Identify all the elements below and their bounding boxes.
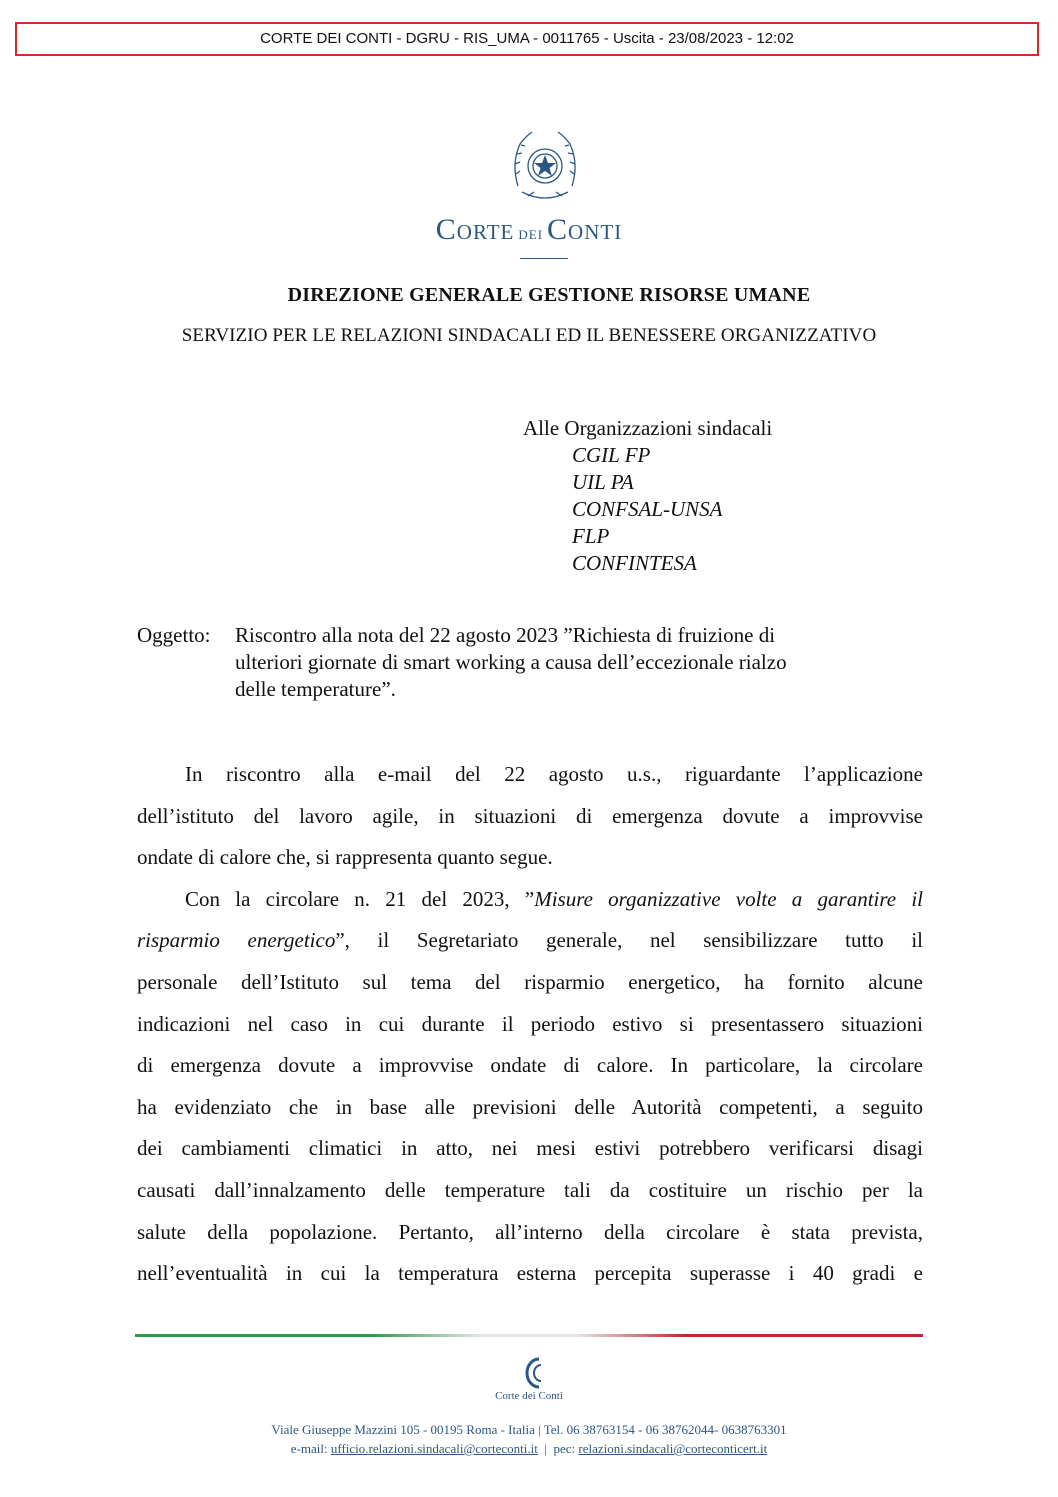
recipient-uil: UIL PA: [572, 470, 634, 494]
body-line: personale dell’Istituto sul tema del risparmio energetico, ha fornito alcune: [137, 969, 923, 994]
brand-word-corte: Corte: [435, 213, 515, 246]
pec-link[interactable]: relazioni.sindacali@corteconticert.it: [578, 1441, 768, 1456]
subject-block: [137, 622, 937, 703]
body-line: [137, 920, 923, 962]
subject-line: ulteriori giornate di smart working a causa dell’eccezionale rialzo: [235, 650, 787, 674]
body-line: dell’istituto del lavoro agile, in situazioni di emergenza dovute a improvvise: [137, 803, 923, 828]
recipient-cgil: CGIL FP: [572, 443, 651, 467]
body-line: dei cambiamenti climatici in atto, nei mesi estivi potrebbero verificarsi disagi: [137, 1136, 923, 1161]
body-line: [137, 879, 923, 921]
body-line: In riscontro alla e-mail del 22 agosto u.s., riguardante l’applicazione: [185, 762, 923, 786]
letter-body: [137, 754, 923, 1295]
corte-dei-conti-logo: [0, 213, 1058, 247]
email-link[interactable]: ufficio.relazioni.sindacali@corteconti.it: [330, 1441, 538, 1456]
footer-brand: Corte dei Conti: [495, 1390, 563, 1402]
recipient-confsal: CONFSAL-UNSA: [572, 497, 723, 521]
protocol-stamp: CORTE DEI CONTI - DGRU - RIS_UMA - 0011765 - Uscita - 23/08/2023 - 12:02: [15, 22, 1039, 56]
subject-label: Oggetto:: [137, 623, 211, 647]
body-line: ondate di calore che, si rappresenta quanto segue.: [137, 845, 553, 870]
subject-text: [235, 622, 937, 703]
recipients-heading: Alle Organizzazioni sindacali: [523, 416, 773, 440]
footer-logo-icon: [519, 1353, 551, 1393]
recipient-flp: FLP: [572, 524, 610, 548]
subject-line: Riscontro alla nota del 22 agosto 2023 ”Richiesta di fruizione di: [235, 623, 776, 647]
brand-underline: [520, 258, 568, 259]
recipients-block: [523, 415, 772, 577]
recipient-confintesa: CONFINTESA: [572, 551, 697, 575]
circular-title-text: risparmio energetico: [137, 928, 336, 953]
body-line: causati dall’innalzamento delle temperature tali da costituire un rischio per la: [137, 1177, 923, 1202]
pec-label: pec:: [553, 1441, 576, 1456]
footer-contacts: [0, 1441, 1058, 1457]
body-line: nell’eventualità in cui la temperatura esterna percepita superasse i 40 gradi e: [137, 1261, 923, 1286]
footer-address: Viale Giuseppe Mazzini 105 - 00195 Roma - Italia | Tel. 06 38763154 - 06 38762044- 0638763301: [271, 1422, 787, 1437]
subject-line: delle temperature”.: [235, 677, 396, 701]
circular-title-text: Misure organizzative volte a garantire il: [534, 886, 923, 911]
brand-word-conti: Conti: [547, 213, 623, 246]
body-line: salute della popolazione. Pertanto, all’interno della circolare è stata prevista,: [137, 1219, 923, 1244]
email-label: e-mail:: [290, 1441, 328, 1456]
body-line: ha evidenziato che in base alle previsioni delle Autorità competenti, a seguito: [137, 1094, 923, 1119]
body-text: Con la circolare n. 21 del 2023, ”: [185, 886, 535, 911]
body-text: ”, il Segretariato generale, nel sensibilizzare tutto il: [335, 928, 923, 953]
department-title: DIREZIONE GENERALE GESTIONE RISORSE UMANE: [287, 284, 811, 306]
brand-word-dei: dei: [518, 223, 544, 244]
body-line: indicazioni nel caso in cui durante il periodo estivo si presentassero situazioni: [137, 1011, 923, 1036]
body-line: di emergenza dovute a improvvise ondate di calore. In particolare, la circolare: [137, 1053, 923, 1078]
italian-republic-emblem-icon: [508, 128, 582, 206]
service-title: SERVIZIO PER LE RELAZIONI SINDACALI ED IL BENESSERE ORGANIZZATIVO: [181, 325, 877, 346]
footer-separator: |: [544, 1441, 547, 1456]
tricolor-divider: [135, 1334, 923, 1337]
